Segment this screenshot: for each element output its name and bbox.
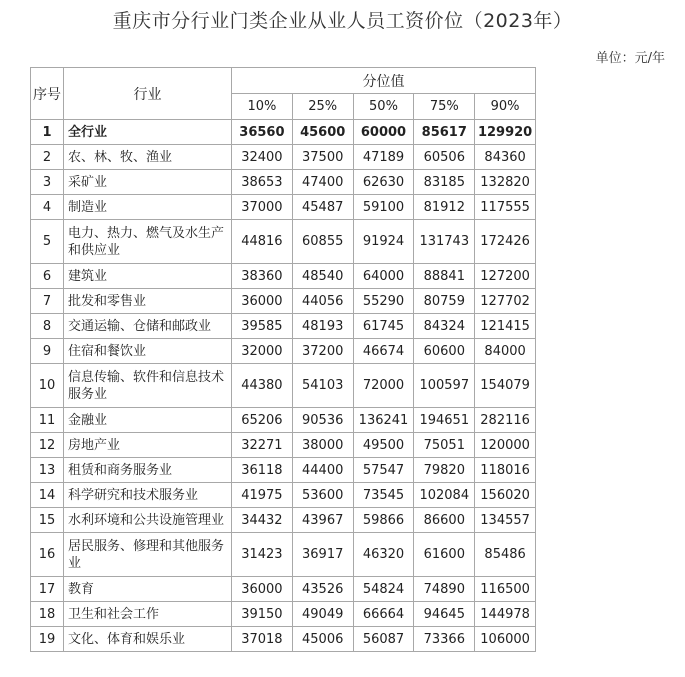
row-value: 44816 [232,220,293,264]
row-value: 56087 [353,627,414,652]
row-value: 144978 [475,602,536,627]
wage-table [30,67,536,652]
row-value: 47400 [292,170,353,195]
table-row [31,433,536,458]
row-value: 60000 [353,120,414,145]
row-value: 45600 [292,120,353,145]
row-seq: 1 [31,120,64,145]
row-value: 36000 [232,289,293,314]
row-value: 86600 [414,508,475,533]
row-value: 43967 [292,508,353,533]
header-seq: 序号 [31,68,64,120]
row-value: 100597 [414,364,475,408]
table-body [31,120,536,652]
row-value: 81912 [414,195,475,220]
row-industry: 住宿和餐饮业 [64,339,232,364]
row-seq: 13 [31,458,64,483]
row-value: 38000 [292,433,353,458]
row-industry: 电力、热力、燃气及水生产和供应业 [64,220,232,264]
row-value: 37200 [292,339,353,364]
header-percentile: 50% [353,94,414,120]
row-value: 88841 [414,264,475,289]
row-value: 54103 [292,364,353,408]
row-industry: 水利环境和公共设施管理业 [64,508,232,533]
table-row [31,577,536,602]
row-value: 41975 [232,483,293,508]
row-industry: 卫生和社会工作 [64,602,232,627]
table-row [31,508,536,533]
row-value: 47189 [353,145,414,170]
table-row [31,289,536,314]
row-seq: 3 [31,170,64,195]
row-value: 116500 [475,577,536,602]
row-seq: 14 [31,483,64,508]
row-value: 154079 [475,364,536,408]
row-value: 59866 [353,508,414,533]
row-industry: 文化、体育和娱乐业 [64,627,232,652]
row-value: 61745 [353,314,414,339]
row-value: 54824 [353,577,414,602]
row-value: 121415 [475,314,536,339]
row-value: 85617 [414,120,475,145]
unit-label: 单位：元/年 [595,51,665,66]
row-value: 31423 [232,533,293,577]
row-value: 43526 [292,577,353,602]
row-value: 34432 [232,508,293,533]
row-value: 59100 [353,195,414,220]
row-industry: 交通运输、仓储和邮政业 [64,314,232,339]
row-value: 32000 [232,339,293,364]
table-row [31,264,536,289]
row-value: 84324 [414,314,475,339]
row-value: 36118 [232,458,293,483]
row-value: 44400 [292,458,353,483]
row-value: 73545 [353,483,414,508]
row-value: 106000 [475,627,536,652]
row-seq: 17 [31,577,64,602]
header-industry: 行业 [64,68,232,120]
table-row [31,483,536,508]
row-industry: 科学研究和技术服务业 [64,483,232,508]
row-value: 129920 [475,120,536,145]
row-value: 49500 [353,433,414,458]
row-value: 102084 [414,483,475,508]
row-industry: 信息传输、软件和信息技术服务业 [64,364,232,408]
table-row [31,120,536,145]
table-row [31,533,536,577]
row-value: 39150 [232,602,293,627]
row-value: 61600 [414,533,475,577]
row-value: 39585 [232,314,293,339]
header-percentile: 10% [232,94,293,120]
row-value: 60855 [292,220,353,264]
row-value: 117555 [475,195,536,220]
row-seq: 5 [31,220,64,264]
row-seq: 4 [31,195,64,220]
row-value: 36917 [292,533,353,577]
row-value: 44380 [232,364,293,408]
row-industry: 金融业 [64,408,232,433]
row-value: 136241 [353,408,414,433]
row-value: 65206 [232,408,293,433]
row-value: 45487 [292,195,353,220]
row-value: 49049 [292,602,353,627]
row-industry: 教育 [64,577,232,602]
row-value: 84360 [475,145,536,170]
row-value: 91924 [353,220,414,264]
table-row [31,458,536,483]
row-value: 85486 [475,533,536,577]
row-value: 38653 [232,170,293,195]
row-industry: 农、林、牧、渔业 [64,145,232,170]
row-value: 37000 [232,195,293,220]
row-industry: 建筑业 [64,264,232,289]
row-value: 38360 [232,264,293,289]
table-row [31,339,536,364]
row-seq: 10 [31,364,64,408]
row-value: 37018 [232,627,293,652]
row-value: 90536 [292,408,353,433]
table-row [31,627,536,652]
row-value: 74890 [414,577,475,602]
row-value: 172426 [475,220,536,264]
row-seq: 9 [31,339,64,364]
row-value: 55290 [353,289,414,314]
row-industry: 居民服务、修理和其他服务业 [64,533,232,577]
row-value: 64000 [353,264,414,289]
row-value: 72000 [353,364,414,408]
table-row [31,364,536,408]
row-seq: 16 [31,533,64,577]
row-value: 37500 [292,145,353,170]
row-industry: 全行业 [64,120,232,145]
table-row [31,195,536,220]
row-seq: 8 [31,314,64,339]
table-row [31,220,536,264]
row-seq: 19 [31,627,64,652]
row-value: 48540 [292,264,353,289]
row-seq: 11 [31,408,64,433]
row-value: 120000 [475,433,536,458]
row-value: 45006 [292,627,353,652]
row-value: 131743 [414,220,475,264]
row-value: 73366 [414,627,475,652]
row-value: 53600 [292,483,353,508]
row-value: 36000 [232,577,293,602]
row-value: 48193 [292,314,353,339]
row-value: 134557 [475,508,536,533]
row-value: 83185 [414,170,475,195]
page-title: 重庆市分行业门类企业从业人员工资价位（2023年） [112,10,573,32]
row-value: 132820 [475,170,536,195]
row-value: 46674 [353,339,414,364]
row-industry: 租赁和商务服务业 [64,458,232,483]
row-seq: 12 [31,433,64,458]
row-value: 32400 [232,145,293,170]
row-value: 127702 [475,289,536,314]
header-percentile: 75% [414,94,475,120]
header-percentile-group: 分位值 [232,68,536,94]
row-value: 282116 [475,408,536,433]
row-industry: 采矿业 [64,170,232,195]
header-percentile: 90% [475,94,536,120]
row-industry: 制造业 [64,195,232,220]
row-industry: 房地产业 [64,433,232,458]
row-value: 44056 [292,289,353,314]
row-value: 118016 [475,458,536,483]
row-value: 75051 [414,433,475,458]
row-value: 156020 [475,483,536,508]
row-seq: 18 [31,602,64,627]
row-value: 127200 [475,264,536,289]
table-row [31,145,536,170]
row-value: 80759 [414,289,475,314]
table-row [31,408,536,433]
row-value: 36560 [232,120,293,145]
row-seq: 6 [31,264,64,289]
table-row [31,314,536,339]
table-row [31,602,536,627]
row-seq: 7 [31,289,64,314]
row-seq: 15 [31,508,64,533]
row-value: 62630 [353,170,414,195]
row-value: 94645 [414,602,475,627]
header-percentile: 25% [292,94,353,120]
row-seq: 2 [31,145,64,170]
row-value: 32271 [232,433,293,458]
row-value: 79820 [414,458,475,483]
row-value: 194651 [414,408,475,433]
row-value: 57547 [353,458,414,483]
row-value: 84000 [475,339,536,364]
row-value: 60506 [414,145,475,170]
row-industry: 批发和零售业 [64,289,232,314]
row-value: 66664 [353,602,414,627]
row-value: 60600 [414,339,475,364]
row-value: 46320 [353,533,414,577]
table-row [31,170,536,195]
